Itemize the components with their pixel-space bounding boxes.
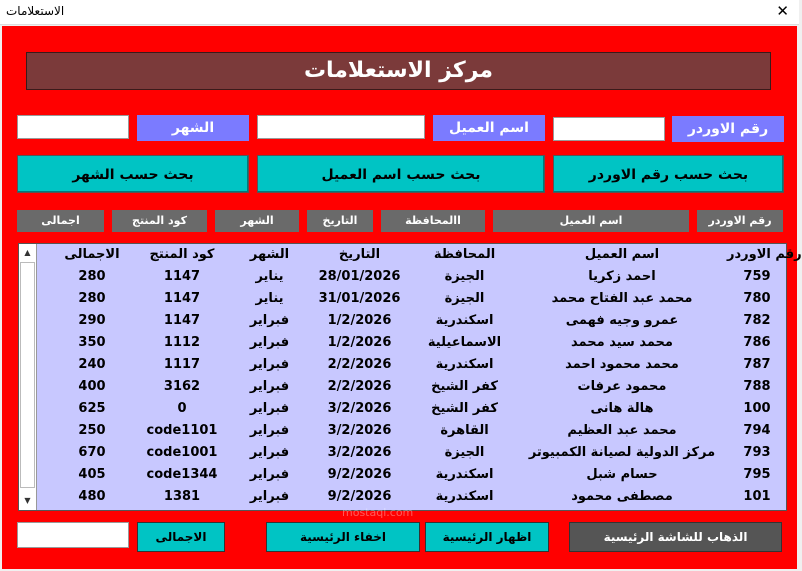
page-title: مركز الاستعلامات (26, 52, 771, 90)
cell-total: 350 (78, 335, 106, 350)
cell-gov: الجيزة (444, 269, 485, 284)
cell-order: 787 (743, 357, 771, 372)
cell-order: 101 (743, 489, 771, 504)
cell-date: 9/2/2026 (327, 467, 392, 482)
list-header-total: الاجمالى (64, 247, 120, 262)
inquiries-form (2, 26, 802, 569)
watermark: mostaql.com (342, 506, 414, 519)
scroll-down-icon[interactable]: ▼ (24, 496, 31, 505)
header-customer-name: اسم العميل (493, 210, 689, 232)
table-row[interactable] (37, 486, 787, 508)
cell-date: 3/2/2026 (327, 445, 392, 460)
go-main-screen-button[interactable]: الذهاب للشاشة الرئيسية (569, 522, 782, 552)
cell-code: 1147 (163, 313, 201, 328)
cell-customer: احمد زكريا (588, 269, 656, 284)
cell-date: 1/2/2026 (327, 313, 392, 328)
table-row[interactable] (37, 354, 787, 376)
cell-date: 28/01/2026 (318, 269, 401, 284)
month-label: الشهر (137, 115, 249, 141)
cell-code: 1381 (163, 489, 201, 504)
cell-customer: مصطفى محمود (571, 489, 673, 504)
cell-date: 31/01/2026 (318, 291, 401, 306)
cell-code: 1117 (163, 357, 201, 372)
table-row[interactable] (37, 288, 787, 310)
results-listbox[interactable] (18, 243, 802, 511)
cell-total: 405 (78, 467, 106, 482)
cell-customer: محمد سيد محمد (571, 335, 673, 350)
cell-gov: اسكندرية (435, 357, 494, 372)
list-header-code: كود المنتج (149, 247, 215, 262)
search-by-customer-button[interactable]: بحث حسب اسم العميل (257, 155, 545, 193)
cell-customer: محمد عبد الفتاح محمد (551, 291, 693, 306)
total-input[interactable] (17, 522, 129, 548)
cell-month: فبراير (249, 489, 290, 504)
header-order-number: رقم الاوردر (697, 210, 783, 232)
list-header-date: التاريخ (338, 247, 381, 262)
cell-code: 1147 (163, 269, 201, 284)
search-by-order-button[interactable]: بحث حسب رقم الاوردر (553, 155, 784, 193)
cell-month: فبراير (249, 445, 290, 460)
order-number-input[interactable] (553, 117, 665, 141)
table-row[interactable] (37, 376, 787, 398)
cell-gov: كفر الشيخ (431, 401, 498, 416)
cell-month: فبراير (249, 467, 290, 482)
table-row[interactable] (37, 310, 787, 332)
cell-month: فبراير (249, 313, 290, 328)
cell-date: 2/2/2026 (327, 357, 392, 372)
cell-total: 625 (78, 401, 106, 416)
cell-gov: الجيزة (444, 291, 485, 306)
table-row[interactable] (37, 442, 787, 464)
hide-main-button[interactable]: اخفاء الرئيسية (266, 522, 420, 552)
cell-order: 795 (743, 467, 771, 482)
header-total: اجمالى (17, 210, 104, 232)
header-month: الشهر (215, 210, 299, 232)
header-product-code: كود المنتج (112, 210, 207, 232)
month-input[interactable] (17, 115, 129, 139)
cell-customer: هالة هانى (590, 401, 654, 416)
scroll-up-icon[interactable]: ▲ (24, 248, 31, 257)
cell-customer: مركز الدولية لصيانة الكمبيوتر (528, 445, 716, 460)
cell-customer: محمد عبد العظيم (567, 423, 677, 438)
cell-code: 3162 (163, 379, 201, 394)
cell-customer: محمود عرفات (577, 379, 667, 394)
order-number-label: رقم الاوردر (672, 116, 784, 142)
cell-gov: كفر الشيخ (431, 379, 498, 394)
scroll-thumb[interactable] (20, 262, 35, 488)
cell-code: 1147 (163, 291, 201, 306)
header-date: التاريخ (307, 210, 373, 232)
cell-month: فبراير (249, 335, 290, 350)
cell-total: 280 (78, 291, 106, 306)
cell-gov: الاسماعيلية (427, 335, 502, 350)
cell-month: فبراير (249, 379, 290, 394)
cell-code: code1101 (146, 423, 218, 438)
cell-code: 0 (177, 401, 187, 416)
cell-month: يناير (255, 291, 284, 306)
cell-code: code1344 (146, 467, 218, 482)
header-governorate: االمحافظة (381, 210, 485, 232)
cell-total: 290 (78, 313, 106, 328)
search-by-month-button[interactable]: بحث حسب الشهر (17, 155, 249, 193)
cell-month: فبراير (249, 357, 290, 372)
list-header-gov: المحافظة (433, 247, 496, 262)
cell-gov: القاهرة (440, 423, 489, 438)
cell-order: 788 (743, 379, 771, 394)
cell-gov: الجيزة (444, 445, 485, 460)
cell-order: 786 (743, 335, 771, 350)
cell-total: 400 (78, 379, 106, 394)
cell-month: فبراير (249, 423, 290, 438)
cell-month: فبراير (249, 401, 290, 416)
show-main-button[interactable]: اظهار الرئيسية (425, 522, 549, 552)
window-title: الاستعلامات (6, 4, 65, 18)
cell-order: 780 (743, 291, 771, 306)
cell-total: 280 (78, 269, 106, 284)
table-row[interactable] (37, 266, 787, 288)
cell-code: code1001 (146, 445, 218, 460)
table-row[interactable] (37, 420, 787, 442)
cell-order: 782 (743, 313, 771, 328)
table-row[interactable] (37, 464, 787, 486)
customer-name-label: اسم العميل (433, 115, 545, 141)
customer-name-input[interactable] (257, 115, 425, 139)
cell-gov: اسكندرية (435, 467, 494, 482)
cell-date: 3/2/2026 (327, 401, 392, 416)
list-header-row (37, 244, 802, 266)
cell-order: 100 (743, 401, 771, 416)
vertical-scrollbar[interactable] (19, 244, 37, 510)
cell-total: 250 (78, 423, 106, 438)
cell-gov: اسكندرية (435, 313, 494, 328)
cell-order: 793 (743, 445, 771, 460)
total-button[interactable]: الاجمالى (137, 522, 225, 552)
cell-customer: محمد محمود احمد (565, 357, 679, 372)
cell-code: 1112 (163, 335, 201, 350)
cell-customer: عمرو وجيه فهمى (565, 313, 679, 328)
close-icon[interactable]: ✕ (776, 2, 789, 20)
cell-order: 759 (743, 269, 771, 284)
cell-customer: حسام شبل (586, 467, 658, 482)
table-row[interactable] (37, 398, 787, 420)
list-header-customer: اسم العميل (584, 247, 660, 262)
cell-month: يناير (255, 269, 284, 284)
cell-gov: اسكندرية (435, 489, 494, 504)
window-titlebar (0, 0, 799, 25)
cell-order: 794 (743, 423, 771, 438)
cell-total: 480 (78, 489, 106, 504)
table-row[interactable] (37, 332, 787, 354)
cell-total: 670 (78, 445, 106, 460)
cell-total: 240 (78, 357, 106, 372)
cell-date: 1/2/2026 (327, 335, 392, 350)
list-header-order: رقم الاوردر (727, 247, 802, 262)
cell-date: 2/2/2026 (327, 379, 392, 394)
cell-date: 9/2/2026 (327, 489, 392, 504)
list-header-month: الشهر (249, 247, 290, 262)
cell-date: 3/2/2026 (327, 423, 392, 438)
